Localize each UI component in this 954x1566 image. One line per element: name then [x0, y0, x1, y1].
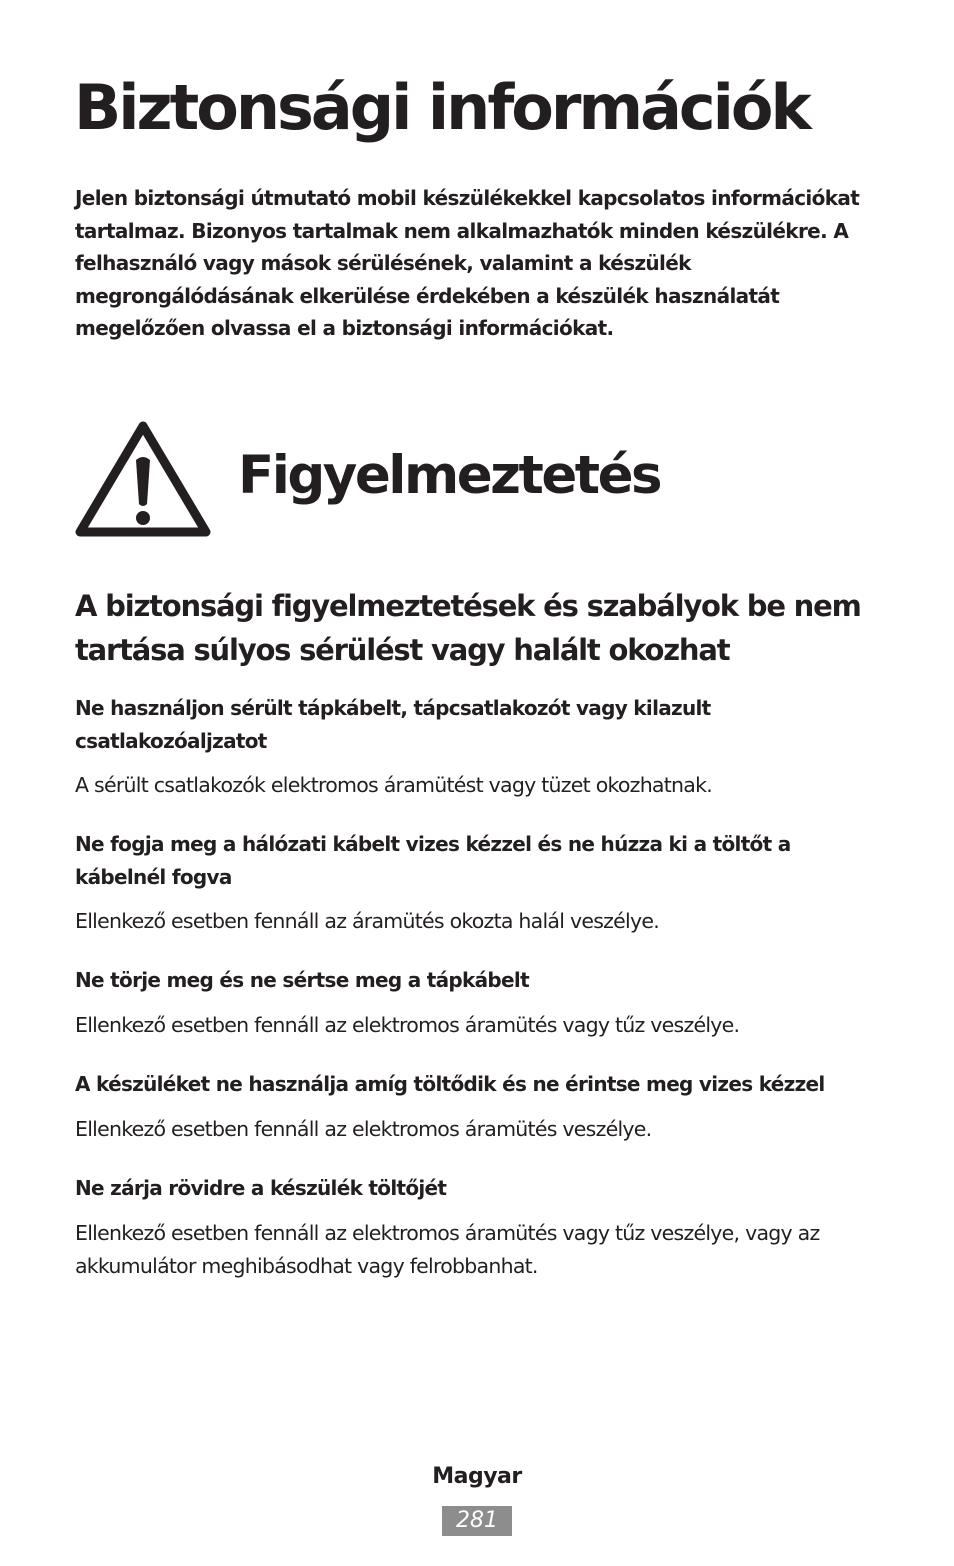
warning-triangle-icon [74, 418, 212, 540]
item-text: Ellenkező esetben fennáll az elektromos áramütés vagy tűz veszélye. [75, 1013, 740, 1037]
item-text: A sérült csatlakozók elektromos áramütést vagy tüzet okozhatnak. [75, 773, 712, 797]
page-title: Biztonsági információk [74, 71, 809, 144]
item-title: Ne használjon sérült tápkábelt, tápcsatlakozót vagy kilazult csatlakozóaljzatot [75, 696, 711, 753]
item-text: Ellenkező esetben fennáll az elektromos áramütés veszélye. [75, 1117, 652, 1141]
section-heading: A biztonsági figyelmeztetések és szabályok be nem tartása súlyos sérülést vagy halált okozhat [75, 589, 861, 667]
item-text: Ellenkező esetben fennáll az áramütés okozta halál veszélye. [75, 909, 659, 933]
intro-paragraph: Jelen biztonsági útmutató mobil készülékekkel kapcsolatos információkat tartalmaz. Bizonyos tartalmak nem alkalmazhatók minden készülékre. A felhasználó vagy mások sérülésének, valamint a készülék megrongálódásának elkerülése érdekében a készülék használatát megelőzően olvassa el a biztonsági információkat. [75, 186, 860, 340]
item-text: Ellenkező esetben fennáll az elektromos áramütés vagy tűz veszélye, vagy az akkumulátor meghibásodhat vagy felrobbanhat. [75, 1221, 820, 1278]
item-title: Ne fogja meg a hálózati kábelt vizes kézzel és ne húzza ki a töltőt a kábelnél fogva [75, 832, 791, 889]
item-title: A készüléket ne használja amíg töltődik és ne érintse meg vizes kézzel [75, 1072, 825, 1096]
item-title: Ne zárja rövidre a készülék töltőjét [75, 1176, 447, 1200]
footer-language: Magyar [432, 1464, 522, 1489]
page-number-badge: 281 [442, 1506, 512, 1536]
warning-heading: Figyelmeztetés [238, 445, 661, 506]
item-title: Ne törje meg és ne sértse meg a tápkábelt [75, 968, 529, 992]
